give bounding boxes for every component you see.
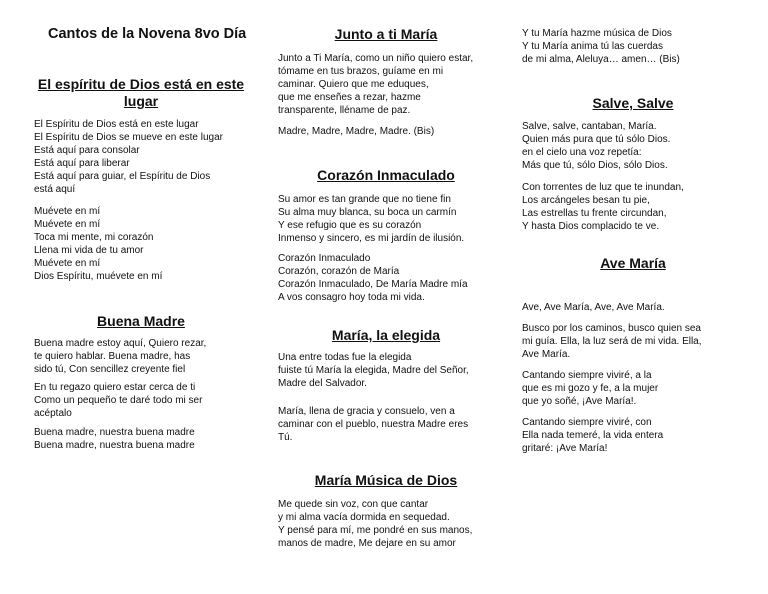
lyric-line: acéptalo xyxy=(34,408,72,419)
song-ave-stanza-4 xyxy=(522,416,744,455)
lyric-line: A vos consagro hoy toda mi vida. xyxy=(278,292,425,303)
lyric-line: tómame en tus brazos, guíame en mi xyxy=(278,66,444,77)
lyric-line: Corazón Inmaculado, De María Madre mía xyxy=(278,279,468,290)
song-elegida-stanza-1 xyxy=(278,351,494,390)
lyric-line: caminar. Quiero que me eduques, xyxy=(278,79,429,90)
lyric-line: Buena madre estoy aquí, Quiero rezar, xyxy=(34,338,207,349)
lyric-line: Muévete en mí xyxy=(34,258,101,269)
lyric-line: te quiero hablar. Buena madre, has xyxy=(34,351,191,362)
song-title-espiritu: El espíritu de Dios está en este lugar xyxy=(37,76,245,109)
lyric-line: que es mi gozo y fe, a la mujer xyxy=(522,383,659,394)
document-title: Cantos de la Novena 8vo Día xyxy=(48,26,247,42)
lyric-line: Ave María. xyxy=(522,349,571,360)
song-ave-stanza-2 xyxy=(522,322,744,361)
lyric-line: está aquí xyxy=(34,184,76,195)
lyric-line: Toca mi mente, mi corazón xyxy=(34,232,154,243)
lyric-line: Su alma muy blanca, su boca un carmín xyxy=(278,207,457,218)
lyric-line: sido tú, Con sencillez creyente fiel xyxy=(34,364,186,375)
lyric-line: Como un pequeño te daré todo mi ser xyxy=(34,395,203,406)
lyric-line: Las estrellas tu frente circundan, xyxy=(522,208,667,219)
lyric-line: Muévete en mí xyxy=(34,206,101,217)
lyric-line: Con torrentes de luz que te inundan, xyxy=(522,182,684,193)
song-title-junto-a-ti: Junto a ti María xyxy=(334,26,438,42)
song-ave-stanza-1 xyxy=(522,301,744,314)
lyric-line: de mi alma, Aleluya… amen… (Bis) xyxy=(522,54,680,65)
lyric-line: En tu regazo quiero estar cerca de ti xyxy=(34,382,196,393)
lyric-line: Está aquí para liberar xyxy=(34,158,130,169)
song-corazon-stanza-2 xyxy=(278,252,494,304)
lyric-line: Muévete en mí xyxy=(34,219,101,230)
lyric-line: Los arcángeles besan tu pie, xyxy=(522,195,650,206)
song-elegida-stanza-2 xyxy=(278,405,494,444)
song-musica-stanza-1 xyxy=(278,498,494,550)
lyric-line: mi guía. Ella, la luz será de mi vida. Ella, xyxy=(522,336,702,347)
lyric-line: manos de madre, Me dejare en su amor xyxy=(278,538,456,549)
lyric-line: fuiste tú María la elegida, Madre del Señor, xyxy=(278,365,469,376)
lyric-line: transparente, lléname de paz. xyxy=(278,105,411,116)
lyric-line: El Espíritu de Dios se mueve en este lugar xyxy=(34,132,223,143)
song-espiritu-stanza-2 xyxy=(34,205,248,283)
lyric-line: Buena madre, nuestra buena madre xyxy=(34,427,195,438)
lyric-line: caminar con el pueblo, nuestra Madre eres xyxy=(278,419,469,430)
song-musica-stanza-2 xyxy=(522,27,744,66)
song-buena-madre-stanza-2 xyxy=(34,381,248,420)
lyric-line: Busco por los caminos, busco quien sea xyxy=(522,323,701,334)
lyric-line: Su amor es tan grande que no tiene fin xyxy=(278,194,451,205)
lyric-line: Cantando siempre viviré, a la xyxy=(522,370,652,381)
song-title-maria-elegida: María, la elegida xyxy=(331,327,441,343)
lyric-line: Tú. xyxy=(278,432,293,443)
lyric-line: Y hasta Dios complacido te ve. xyxy=(522,221,660,232)
lyric-line: Dios Espíritu, muévete en mí xyxy=(34,271,163,282)
song-espiritu-stanza-1 xyxy=(34,118,248,196)
lyric-line: Inmenso y sincero, es mi jardín de ilusión. xyxy=(278,233,465,244)
lyric-line: Una entre todas fue la elegida xyxy=(278,352,412,363)
song-buena-madre-stanza-1 xyxy=(34,337,248,376)
lyric-line: Quien más pura que tú sólo Dios. xyxy=(522,134,671,145)
song-ave-stanza-3 xyxy=(522,369,744,408)
lyric-line: Y ese refugio que es su corazón xyxy=(278,220,422,231)
lyric-line: Buena madre, nuestra buena madre xyxy=(34,440,195,451)
lyric-line: que yo soñé, ¡Ave María!. xyxy=(522,396,637,407)
song-corazon-stanza-1 xyxy=(278,193,494,245)
lyric-line: Madre, Madre, Madre, Madre. (Bis) xyxy=(278,126,435,137)
lyric-line: Ella nada temeré, la vida entera xyxy=(522,430,664,441)
lyric-line: en el cielo una voz repetía: xyxy=(522,147,642,158)
lyric-line: El Espíritu de Dios está en este lugar xyxy=(34,119,199,130)
lyric-line: Y pensé para mí, me pondré en sus manos, xyxy=(278,525,473,536)
song-title-corazon: Corazón Inmaculado xyxy=(317,167,455,183)
lyric-line: Ave, Ave María, Ave, Ave María. xyxy=(522,302,665,313)
lyric-line: Junto a Ti María, como un niño quiero estar, xyxy=(278,53,474,64)
lyric-line: Y tu María hazme música de Dios xyxy=(522,28,672,39)
lyric-line: Corazón Inmaculado xyxy=(278,253,371,264)
song-title-buena-madre: Buena Madre xyxy=(97,313,185,329)
lyric-line: Y tu María anima tú las cuerdas xyxy=(522,41,663,52)
lyric-line: Salve, salve, cantaban, María. xyxy=(522,121,657,132)
lyric-line: que me enseñes a rezar, hazme xyxy=(278,92,421,103)
lyric-line: Está aquí para consolar xyxy=(34,145,140,156)
song-title-ave-maria: Ave María xyxy=(600,255,666,271)
song-title-maria-musica: María Música de Dios xyxy=(314,472,458,488)
lyric-line: Llena mi vida de tu amor xyxy=(34,245,144,256)
song-salve-stanza-2 xyxy=(522,181,744,233)
song-junto-stanza-1 xyxy=(278,52,494,117)
lyric-line: Más que tú, sólo Dios, sólo Dios. xyxy=(522,160,668,171)
lyric-line: Me quede sin voz, con que cantar xyxy=(278,499,429,510)
lyric-line: María, llena de gracia y consuelo, ven a xyxy=(278,406,455,417)
lyric-line: Está aquí para guiar, el Espíritu de Dios xyxy=(34,171,211,182)
song-buena-madre-stanza-3 xyxy=(34,426,248,452)
song-junto-stanza-2 xyxy=(278,125,494,138)
lyric-line: gritaré: ¡Ave María! xyxy=(522,443,608,454)
lyric-line: Corazón, corazón de María xyxy=(278,266,400,277)
song-salve-stanza-1 xyxy=(522,120,744,172)
lyric-line: Madre del Salvador. xyxy=(278,378,367,389)
lyric-line: Cantando siempre viviré, con xyxy=(522,417,652,428)
song-title-salve: Salve, Salve xyxy=(592,95,674,111)
lyric-line: y mi alma vacía dormida en sequedad. xyxy=(278,512,450,523)
